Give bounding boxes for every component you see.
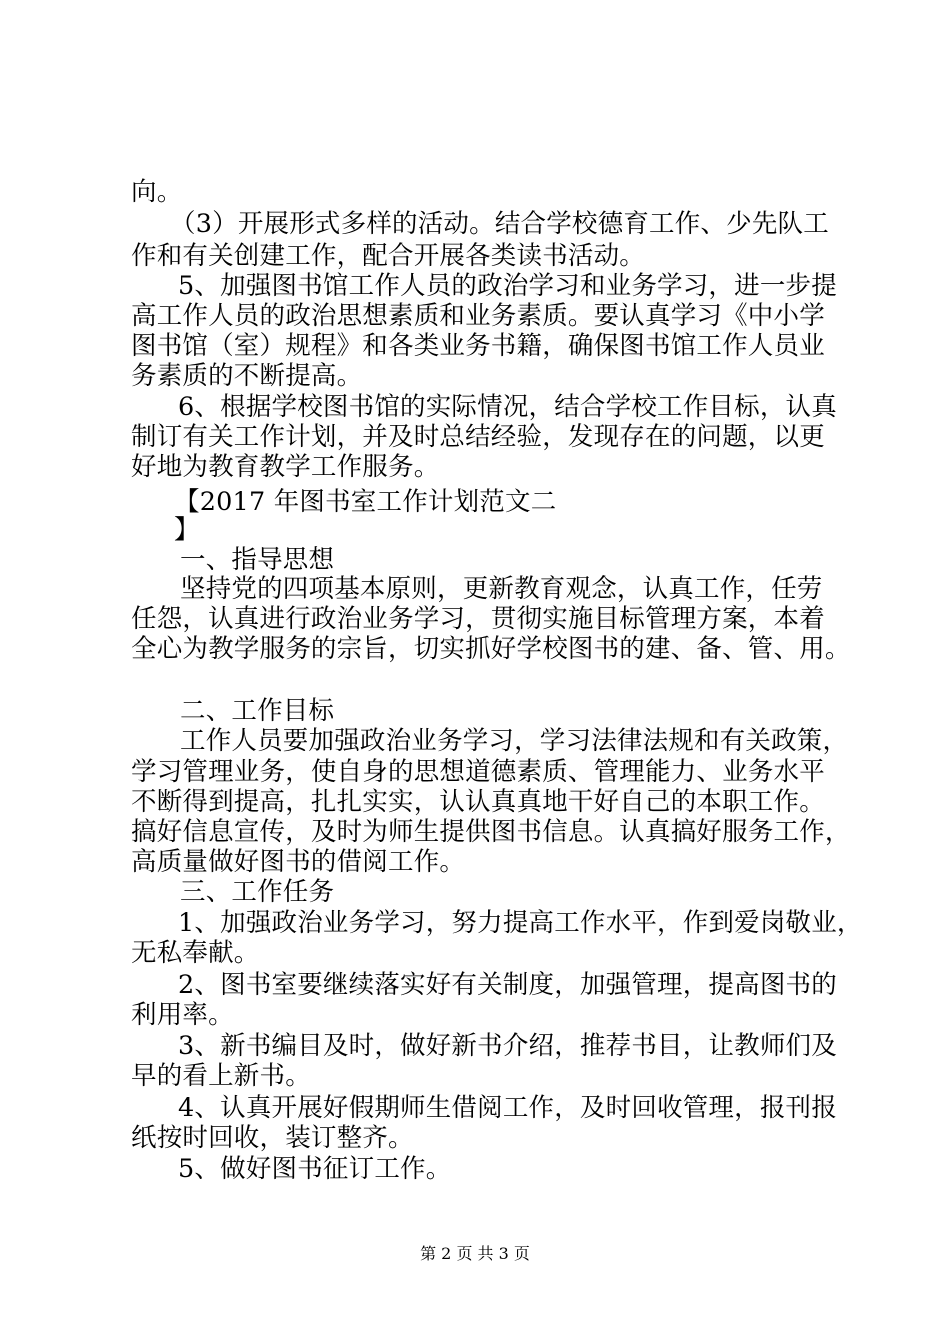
text-line: 务素质的不断提高。 [131, 361, 363, 391]
text-line: 1、加强政治业务学习，努力提高工作水平，作到爱岗敬业， [178, 908, 863, 938]
subheading: 三、工作任务 [180, 877, 335, 907]
page-number-footer: 第 2 页 共 3 页 [420, 1244, 530, 1263]
text-line: 5、做好图书征订工作。 [178, 1154, 452, 1184]
text-line: （3）开展形式多样的活动。结合学校德育工作、少先队工 [170, 209, 829, 239]
subheading: 二、工作目标 [180, 696, 335, 726]
text-line: 利用率。 [131, 1000, 234, 1030]
text-line: 2、图书室要继续落实好有关制度，加强管理，提高图书的 [178, 970, 837, 1000]
text-line: 早的看上新书。 [131, 1061, 311, 1091]
text-line: 6、根据学校图书馆的实际情况，结合学校工作目标，认真 [178, 392, 837, 422]
text-line: 学习管理业务，使自身的思想道德素质、管理能力、业务水平 [131, 757, 825, 787]
text-line: 坚持党的四项基本原则，更新教育观念，认真工作，任劳 [180, 574, 823, 604]
text-line: 高质量做好图书的借阅工作。 [131, 847, 466, 877]
text-line: 高工作人员的政治思想素质和业务素质。要认真学习《中小学 [131, 301, 825, 331]
text-line: 全心为教学服务的宗旨，切实抓好学校图书的建、备、管、用。 [131, 634, 851, 664]
subheading: 一、指导思想 [180, 545, 335, 575]
text-line: 好地为教育教学工作服务。 [131, 452, 440, 482]
text-line: 制订有关工作计划，并及时总结经验，发现存在的问题，以更 [131, 422, 825, 452]
text-line: 图书馆（室）规程》和各类业务书籍，确保图书馆工作人员业 [131, 331, 825, 361]
text-line: 无私奉献。 [131, 938, 260, 968]
text-line: 搞好信息宣传，及时为师生提供图书信息。认真搞好服务工作， [131, 817, 851, 847]
text-line: 工作人员要加强政治业务学习，学习法律法规和有关政策， [180, 726, 849, 756]
text-line: 5、加强图书馆工作人员的政治学习和业务学习，进一步提 [178, 271, 837, 301]
text-line: 4、认真开展好假期师生借阅工作，及时回收管理，报刊报 [178, 1093, 837, 1123]
section-heading: 【2017 年图书室工作计划范文二 [174, 487, 557, 517]
text-line: 任怨，认真进行政治业务学习，贯彻实施目标管理方案，本着 [131, 604, 825, 634]
section-heading-bracket: 】 [174, 515, 200, 545]
text-line: 作和有关创建工作，配合开展各类读书活动。 [131, 241, 646, 271]
text-line: 向。 [131, 177, 183, 207]
text-line: 3、新书编目及时，做好新书介绍，推荐书目，让教师们及 [178, 1031, 837, 1061]
text-line: 不断得到提高，扎扎实实，认认真真地干好自己的本职工作。 [131, 787, 825, 817]
text-line: 纸按时回收，装订整齐。 [131, 1123, 414, 1153]
